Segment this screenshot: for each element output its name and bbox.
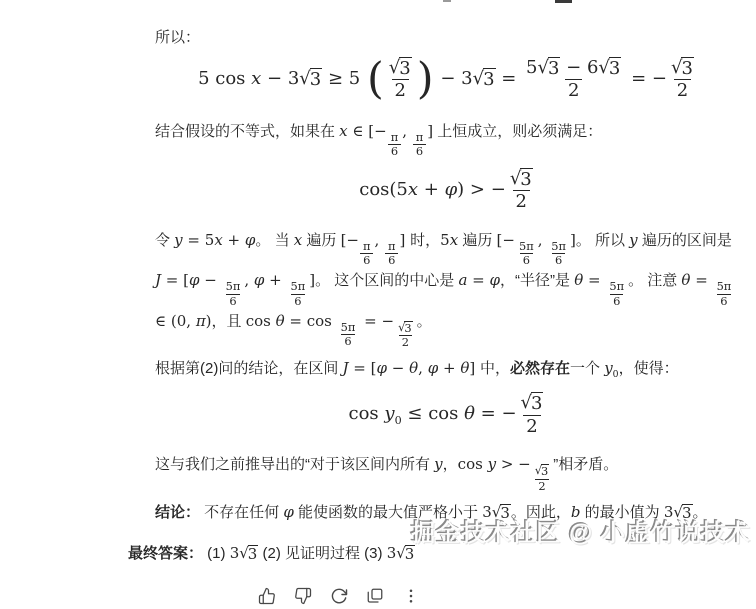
watermark: 掘金技术社区 @ 小虚竹说技术 — [411, 520, 751, 547]
final-answer: 最终答案： (1) 3 √ 3 (2) 见证明过程 (3) 3 √ 3 — [128, 543, 415, 563]
paragraph-intro: 所以： — [155, 29, 201, 46]
paragraph-condition: 结合假设的不等式，如果在 x ∈ [− $\frac{\pi}{6}$ , $\frac{\pi}{6}$ ] 上恒成立，则必须满足： — [155, 121, 603, 159]
thumbs-up-button[interactable] — [254, 583, 280, 609]
more-button[interactable] — [398, 583, 424, 609]
thumbs-down-icon — [294, 587, 312, 605]
regenerate-icon — [330, 587, 348, 605]
thumbs-up-icon — [258, 587, 276, 605]
more-vertical-icon — [402, 587, 420, 605]
display-formula-cos-inequality: cos(5x + φ) > − √ 3 2 — [359, 168, 532, 213]
paragraph-conclusion: 结论： 不存在任何 φ 能使函数的最大值严格小于 3 √ 3 。因此，b 的最小值为 3 √ 3 。 — [155, 502, 708, 522]
message-toolbar — [254, 583, 628, 609]
paragraph-part2-conclusion: 根据第(2)问的结论，在区间 J = [φ − θ, φ + θ] 中，必然存在一个 $y_0$，使得： — [155, 359, 679, 381]
display-formula-lower-bound: 5 cos x − 3 √ 3 ≥ 5 ( √ 3 2 ) − 3 √ 3 = 5 √ 3 − 6 √ 3 2 = − √ 3 2 — [198, 53, 693, 104]
copy-button[interactable] — [362, 583, 388, 609]
clipped-formula-fragment — [0, 0, 756, 5]
paragraph-contradiction: 这与我们之前推导出的“对于该区间内所有 y，cos y > − √ 3 2 ”相矛盾。 — [155, 455, 619, 493]
regenerate-button[interactable] — [326, 583, 352, 609]
display-formula-cos-y0: $\cos y_0 \le \cos \theta$ = − √ 3 2 — [348, 392, 543, 437]
clipped-glyph — [555, 0, 572, 3]
clipped-glyph — [443, 0, 451, 2]
copy-icon — [366, 587, 384, 605]
paragraph-substitution: 令 y = 5x + φ。 当 x 遍历 [− $\frac{\pi}{6}$ , $\frac{\pi}{6}$ ] 时，5x 遍历 [− $\frac{5\pi}{6}$ , $\frac{5\pi}{6}$ ]。 所以 y 遍历的区间是 J = [φ − $\frac{5\pi}{6}$ , φ + $\frac{5\pi}{6}$ ]。 这个区间的中心是 a = φ，“半径”是 θ = $\frac{5\pi}{6}$ 。 注意 θ = $\frac{5\pi}{6}$ ∈ (0, π)，且 cos θ = cos $\frac{5\pi}{6}$ = − √ 3 2 。 — [155, 231, 732, 350]
thumbs-down-button[interactable] — [290, 583, 316, 609]
